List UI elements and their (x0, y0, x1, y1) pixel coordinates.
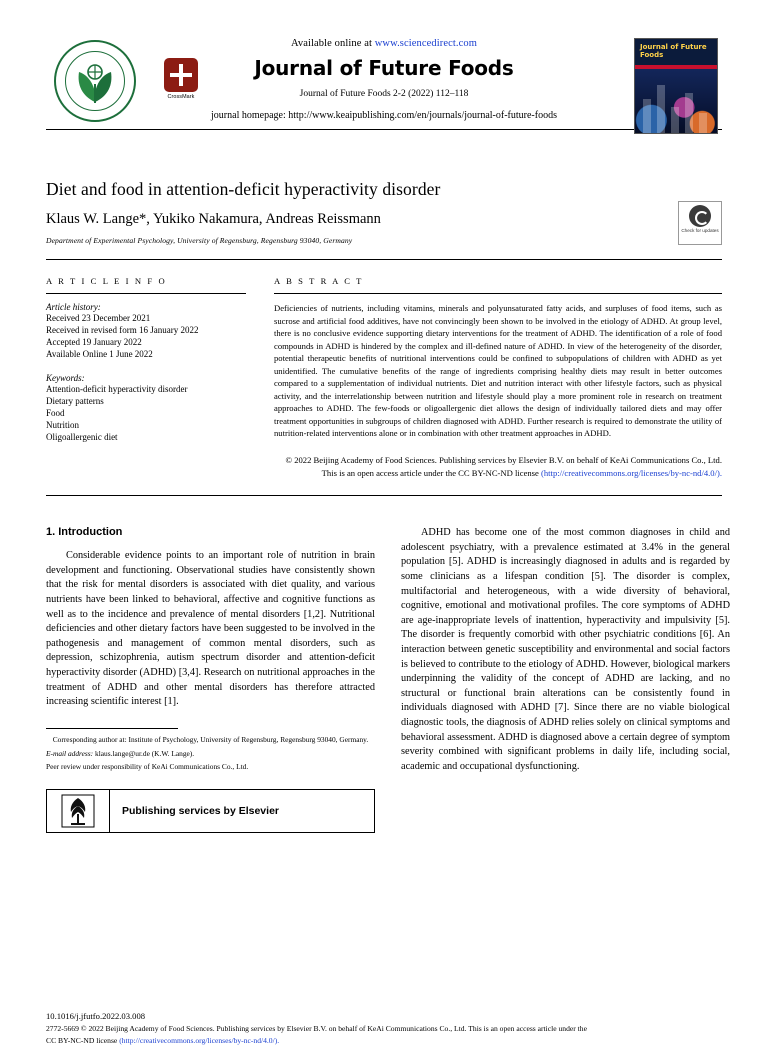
sciencedirect-link[interactable]: www.sciencedirect.com (374, 38, 478, 49)
refresh-icon (689, 205, 711, 227)
email-address-label: E-mail address: (46, 748, 94, 758)
beijing-academy-of-food-sciences-logo-icon (54, 40, 136, 122)
available-online-label: Available online at (290, 38, 375, 49)
crossmark-label: CrossMark (167, 94, 195, 100)
copyright-text: © 2022 Beijing Academy of Food Sciences. Publishing services by Elsevier B.V. on behalf of KeAi Communications Co., Ltd. This is an open access article under the CC BY-NC-ND license (285, 455, 722, 478)
journal-article-page (0, 38, 768, 1062)
keyword-item: Oligoallergenic diet (46, 431, 118, 442)
paragraph: ADHD has become one of the most common diagnoses in child and adolescent psychiatry, with a prevalence estimated at 3.4% in the general population [5]. ADHD is increasingly diagnosed in adults and is regarded by some clinicians as a lifespan condition [5]. The disorder is complex, multifactorial and heterogeneous, with a wide diversity of behavioral, cognitive, emotional and motivational profiles. The core symptoms of ADHD are age-inappropriate levels of inattention, hyperactivity and impulsivity [5]. The disorder is frequently comorbid with other psychiatric conditions [6]. An interaction between genetic susceptibility and environmental and social factors is believed to contribute to the etiology of ADHD. However, biological markers underpinning the validity of the concept of ADHD are lacking, and no structural or functional brain alterations can be consistently found in individuals diagnosed with ADHD [7]. Since there are no viable biological diagnostic tools, the diagnosis of ADHD relies solely on clinical symptoms and behavioral assessment. ADHD is diagnosed above a certain degree of symptom severity combined with significant problems in daily life, including social, academic and occupational dysfunctioning. (401, 527, 730, 772)
keyword-item: Food (46, 407, 65, 418)
body-columns (46, 526, 730, 833)
abstract-rule (274, 293, 722, 294)
check-for-updates-label: Check for updates (681, 228, 719, 233)
publishing-services-box (46, 789, 375, 833)
page-footer (46, 1010, 722, 1046)
license-link[interactable]: (http://creativecommons.org/licenses/by-nc-nd/4.0/). (541, 467, 722, 478)
abstract-copyright (274, 454, 722, 479)
footer-license-link[interactable]: (http://creativecommons.org/licenses/by-nc-nd/4.0/). (119, 1035, 280, 1045)
abstract-text: Deficiencies of nutrients, including vitamins, minerals and polyunsaturated fatty acids, and surpluses of food items, such as sucrose and artificial food additives, have not convincingly been shown to be involved in the etiology of ADHD. At group level, there is no conclusive evidence supporting dietary interventions for the treatment of ADHD. The identification of a role of food compounds in ADHD is hindered by the complex and ill-defined nature of ADHD. In view of the heterogeneity of the disorder, potential therapeutic benefits of nutritional interventions could be confined to subpopulations of children with ADHD as yet unidentified. The cumulative benefits of the range of ingredients comprising healthy diets may result in better outcomes compared to a supplementation of individual nutrients. Diet and nutrition interact with other lifestyle factors, such as physical activity, and the interrelationship between nutrition and lifestyle should play a more prominent role in research on treatment approaches to ADHD. The few-foods or oligoallergenic diet allows the design of individually tailored diets and may offer treatment opportunities in subgroups of children diagnosed with ADHD. Further research is required to demonstrate the utility of nutrition-related interventions alone or in combination with other treatment approaches in ADHD. (274, 303, 722, 439)
article-info-column (46, 276, 246, 479)
doi-text: 10.1016/j.jfutfo.2022.03.008 (46, 1011, 146, 1022)
article-info-rule (46, 293, 246, 294)
keyword-item: Dietary patterns (46, 395, 104, 406)
elsevier-tree-logo-icon (47, 790, 110, 832)
footer-license-line-1: 2772-5669 © 2022 Beijing Academy of Food Sciences. Publishing services by Elsevier B.V. on behalf of KeAi Communications Co., Ltd. This is an open access article under the (46, 1024, 587, 1034)
keyword-item: Attention-deficit hyperactivity disorder (46, 383, 188, 394)
journal-homepage-line: journal homepage: http://www.keaipublishing.com/en/journals/journal-of-future-foods (211, 110, 557, 121)
crossmark-badge[interactable] (158, 58, 204, 100)
title-divider (46, 259, 722, 260)
author-list: Klaus W. Lange*, Yukiko Nakamura, Andreas Reissmann (46, 211, 381, 227)
cover-artwork (635, 69, 717, 133)
available-online-line (46, 38, 722, 49)
section-title-introduction: 1. Introduction (46, 526, 123, 539)
abstract-column (274, 276, 722, 479)
body-column-right (401, 526, 730, 833)
abstract-heading: A B S T R A C T (274, 276, 364, 286)
history-item: Received 23 December 2021 (46, 313, 151, 323)
logo-ring-text (56, 42, 134, 120)
article-info-heading: A R T I C L E I N F O (46, 276, 167, 286)
crossmark-icon (164, 58, 198, 92)
info-abstract-row (46, 276, 722, 479)
footer-license-prefix: CC BY-NC-ND license (46, 1035, 120, 1045)
masthead (46, 38, 722, 153)
keyword-item: Nutrition (46, 419, 79, 430)
history-item: Available Online 1 June 2022 (46, 348, 153, 359)
check-for-updates-badge[interactable] (678, 201, 722, 245)
peer-review-note: Peer review under responsibility of KeAi Communications Co., Ltd. (46, 762, 249, 772)
body-column-left (46, 526, 375, 833)
abstract-bottom-divider (46, 495, 722, 496)
publishing-services-label: Publishing services by Elsevier (122, 805, 279, 818)
keywords-block (46, 373, 246, 444)
keywords-title: Keywords: (46, 372, 85, 383)
history-item: Received in revised form 16 January 2022 (46, 324, 199, 335)
email-address-value[interactable]: klaus.lange@ur.de (K.W. Lange). (95, 748, 195, 758)
journal-title: Journal of Future Foods (254, 56, 514, 80)
footer-license-line-2 (46, 1035, 722, 1046)
journal-cover-thumbnail (634, 38, 718, 134)
affiliation: Department of Experimental Psychology, University of Regensburg, Regensburg 93040, Germany (46, 236, 353, 245)
corresponding-author-note: Corresponding author at: Institute of Psychology, University of Regensburg, Regensburg 93040, Germany. (52, 734, 369, 744)
title-block (46, 179, 722, 260)
page-title: Diet and food in attention-deficit hyperactivity disorder (46, 179, 441, 199)
footnote-block (46, 735, 375, 773)
paragraph: Considerable evidence points to an important role of nutrition in brain development and functioning. Observational studies have consistently shown that the risk for mental disorders is associated with diet quality, and various nutrients have been linked to behavioral, affective and cognitive functions as well as to the incidence and prevalence of mental disorders [1,2]. Nutritional deficiencies and other dietary factors have been suggested to be involved in the pathogenesis and management of common mental disorders, such as depression, schizophrenia, autism spectrum disorder and attention-deficit hyperactivity disorder (ADHD) [3,4]. Research on nutritional approaches in the treatment of ADHD and other mental disorders has therefore attracted increasing scientific interest [1]. (46, 550, 375, 708)
masthead-divider (46, 129, 722, 130)
article-history-title: Article history: (46, 302, 101, 312)
footnote-divider (46, 728, 178, 729)
issue-citation-line: Journal of Future Foods 2-2 (2022) 112–118 (299, 89, 469, 99)
cover-title: Journal of Future Foods (640, 43, 707, 60)
history-item: Accepted 19 January 2022 (46, 336, 142, 347)
